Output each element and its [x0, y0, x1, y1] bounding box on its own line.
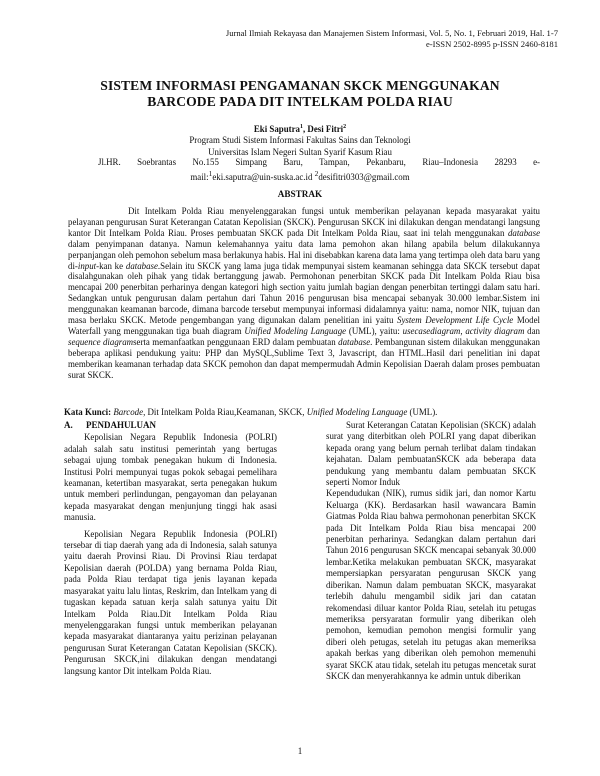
paper-title: [60, 78, 540, 110]
intro-paragraph-4: Kependudukan (NIK), rumus sidik jari, dan nomor Kartu Keluarga (KK). Berdasarkan hasil wawancara Bamin Giatmas Polda Riau bahwa permohonan penerbitan SKCK pada Dit Intelkam Polda Riau bisa mencapai 200 penerbitan perharinya. Sedangkan dalam pertahun dari Tahun 2016 pengurusan SKCK mencapai sebanyak 30.000 lembar.Ketika melakukan pembuatan SKCK, masyarakat mempersiapkan persyaratan pengurusan SKCK yang diberikan. Namun dalam pembuatan SKCK, masyarakat terlebih dahulu mengambil sidik jari dan catatan rekomendasi diluar kantor Polda Riau, setelah itu petugas memeriksa persyaratan formulir yang diberikan oleh pemohon, kemudian pemohon mengisi formulir yang diberi oleh petugas, setelah itu petugas akan memeriksa apakah berkas yang diberikan oleh pemohon memenuhi syarat SKCK atau tidak, setelah itu petugas mencetak surat SKCK dan menyerahkannya ke admin untuk diberikan: [326, 488, 536, 681]
keywords-label: Kata Kunci:: [64, 407, 112, 417]
affiliation-1: Program Studi Sistem Informasi Fakultas Sains dan Teknologi: [189, 135, 411, 146]
journal-header: [226, 28, 558, 50]
author-1-sup: 1: [299, 124, 303, 130]
author-2: Desi Fitri: [307, 123, 344, 134]
email-1[interactable]: eki.saputra@uin-suska.ac.id: [212, 171, 313, 182]
email-2-sup: 2: [314, 169, 319, 178]
right-column: [326, 420, 536, 682]
author-address: Jl.HR. Soebrantas No.155 Simpang Baru, Tampan, Pekanbaru, Riau–Indonesia 28293 e-: [98, 157, 540, 167]
email-2[interactable]: desifitri0303@gmail.com: [318, 171, 410, 182]
affiliation-2: Universitas Islam Negeri Sultan Syarif Kasum Riau: [208, 146, 392, 157]
keywords-text: , Dit Intelkam Polda Riau,Keamanan, SKCK,: [143, 407, 305, 417]
keyword-barcode: Barcode: [113, 407, 144, 417]
abstract-paragraph: Dit Intelkam Polda Riau menyelenggarakan fungsi untuk memberikan pelayanan kepada masyarakat yaitu pelayanan pengurusan Surat Keterangan Catatan Kepolisian (SKCK). Pengurusan SKCK ini dilakukan dengan mendatangi langsung kantor Dit Intelkam Polda Riau. Proses pembuatan SKCK pada Dit Intelkam Polda Riau, saat ini telah menggunakan database dalam penyimpanan datanya. Namun kelemahannya yaitu data lama pemohon akan hilang apabila belum dilakukannya perpanjangan oleh pemohon sebelum masa berlakunya habis. Hal ini disebabkan karena data lama yang tertimpa oleh data baru yang di-input-kan ke database.Selain itu SKCK yang lama juga tidak mempunyai sistem keamanan sehingga data SKCK tersebut dapat disalahgunakan oleh pihak yang tidak bertanggung jawab. Permohonan penerbitan SKCK pada Dit Intelkam Polda Riau bisa mencapai 200 penerbitan perharinya dengan kategori high section yaitu jumlah bagian dengan penerbitan tertinggi dalam satu hari. Sedangkan untuk pengurusan dalam pertahun dari Tahun 2016 pengurusan bisa mencapai sebanyak 30.000 lembar.Sistem ini menggunakan keamanan barcode, dimana barcode tersebut mempunyai informasi didalamnya yaitu: nama, nomor NIK, tujuan dan masa berlaku SKCK. Metode pengembangan yang digunakan dalam penelitian ini yaitu System Development Life Cycle Model Waterfall yang menggunakan tiga buah diagram Unified Modeling Language (UML), yaitu: usecasediagram, activity diagram dan sequence diagramserta memanfaatkan penggunaan ERD dalam pembuatan database. Pembangunan sistem dilakukan menggunakan beberapa aplikasi pendukung yaitu: PHP dan MySQL,Sublime Text 3, Javascript, dan HTML.Hasil dari penelitian ini dapat memberikan keamanan terhadap data SKCK pemohon dan dapat mempermudah Admin Kepolisian Daerah dalam proses pembuatan surat SKCK.: [68, 206, 541, 380]
section-heading: [64, 420, 277, 431]
author-emails: [60, 168, 540, 183]
author-names: [60, 122, 540, 135]
title-line-2: BARCODE PADA DIT INTELKAM POLDA RIAU: [147, 94, 453, 109]
keywords-end: (UML).: [409, 407, 438, 417]
email-prefix: mail:: [190, 171, 209, 182]
page-number: 1: [297, 746, 303, 756]
abstract-heading: ABSTRAK: [277, 189, 323, 199]
keyword-uml: Unified Modeling Language: [306, 407, 408, 417]
abstract-body: [68, 206, 540, 381]
author-block: [60, 122, 540, 158]
left-column: [64, 420, 277, 682]
section-number: A.: [64, 420, 73, 430]
intro-paragraph-2: Kepolisian Negara Republik Indonesia (POLRI) tersebar di tiap daerah yang ada di Indonesia, salah satunya yaitu daerah Provinsi Riau. Di Provinsi Riau terdapat Kepolisian daerah (POLDA) yang bernama Polda Riau, pada Polda Riau terdapat tiga jenis layanan kepada masyarakat yaitu lalu lintas, Reskrim, dan Intelkam yang di tugaskan kepada satuan kerja salah satunya yaitu Dit Intelkam Polda Riau.Dit Intelkam Polda Riau menyelenggarakan fungsi untuk memberikan pelayanan kepada masyarakat diantaranya yaitu perizinan pelayanan pengurusan Surat Keterangan Catatan Kepolisian (SKCK). Pengurusan SKCK,ini dilakukan dengan mendatangi langsung kantor Dit intelkam Polda Riau.: [64, 528, 277, 676]
journal-issn: e-ISSN 2502-8995 p-ISSN 2460-8181: [425, 39, 558, 49]
keywords-line: [64, 407, 544, 418]
author-2-sup: 2: [343, 124, 347, 130]
author-1: Eki Saputra: [253, 123, 300, 134]
section-title: PENDAHULUAN: [86, 420, 157, 430]
author-separator: ,: [302, 123, 308, 134]
intro-paragraph-1: Kepolisian Negara Republik Indonesia (POLRI) adalah salah satu institusi pemerintah yang bertugas sebagai ujung tombak penegakan hukum di Indonesia. Institusi Polri mempunyai tugas pokok sebagai pemelihara keamanan, ketertiban masyarakat, serta penegakan hukum untuk memberi perlindungan, pengayoman dan pelayanan kepada masyarakat dengan menjunjung tinggi hak asasi manusia.: [64, 432, 277, 523]
journal-citation: Jurnal Ilmiah Rekayasa dan Manajemen Sistem Informasi, Vol. 5, No. 1, Februari 2019, Hal. 1-7: [225, 28, 558, 38]
intro-paragraph-3: Surat Keterangan Catatan Kepolisian (SKCK) adalah surat yang diterbitkan oleh POLRI yang dapat diberikan kepada orang yang belum pernah terlibat dalam tindakan kejahatan. Dalam pembuatanSKCK ada beberapa data pendukung yang membantu dalam pembuatan SKCK seperti Nomor Induk: [326, 420, 536, 488]
email-1-sup: 1: [208, 169, 213, 178]
title-line-1: SISTEM INFORMASI PENGAMANAN SKCK MENGGUNAKAN: [100, 78, 500, 93]
